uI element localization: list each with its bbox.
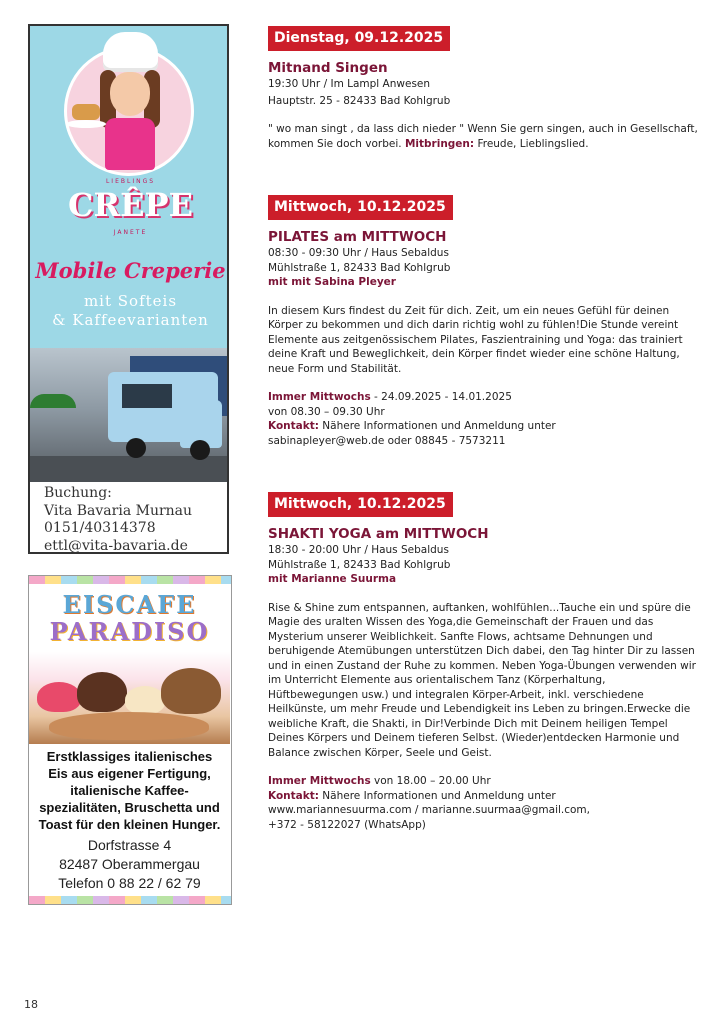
contact-text: Nähere Informationen und Anmeldung unter — [322, 789, 556, 802]
creperie-brand-ring: LIEBLINGS — [105, 178, 156, 185]
page-number: 18 — [24, 998, 38, 1011]
eiscafe-text-line: Toast für den kleinen Hunger. — [38, 817, 221, 832]
contact-label: Kontakt: — [268, 789, 319, 802]
event-shakti-yoga — [268, 492, 698, 832]
contact-phone: +372 - 58122027 (WhatsApp) — [268, 818, 426, 831]
creperie-email: ettl@vita-bavaria.de — [44, 537, 188, 554]
color-stripe-top — [29, 576, 232, 584]
creperie-contact — [30, 482, 229, 554]
schedule-label: Immer Mittwochs — [268, 391, 371, 403]
eiscafe-text-line: Eis aus eigener Fertigung, — [48, 766, 211, 781]
event-schedule — [268, 390, 698, 448]
schedule-text: - 24.09.2025 - 14.01.2025 — [370, 391, 512, 403]
contact-details: sabinapleyer@web.de oder 08845 - 7573211 — [268, 434, 506, 447]
umbrella-icon — [30, 394, 76, 408]
chef-face-icon — [110, 72, 150, 116]
event-instructor: mit mit Sabina Pleyer — [268, 276, 396, 288]
ice-cream-photo — [29, 652, 230, 744]
eiscafe-ad — [28, 575, 232, 905]
event-instructor: mit Marianne Suurma — [268, 573, 397, 585]
event-description: Rise & Shine zum entspannen, auftanken, wohlfühlen...Tauche ein und spüre die Magie des uralten Wissen des Yoga,die Gemeinschaft der Frauen und das Mysterium unserer Weiblichkeit. Sanfte Flows, achtsame Dehnungen und beruhigende Atemübungen unterstützen Dich dabei, den Tag hinter Dir zu lassen und in einen Zustand der Ruhe zu kommen. Neben Yoga-Übungen verwenden wir im Unterricht Elemente aus orientalischem Tanz (Körperhaltung, Hüftbewegungen usw.) und integralen Körper-Arbeit, inkl. verschiedene Heilkünste, um mehr Freude und Lebendigkeit ins Leben zu bringen.Erwecke die weibliche Kraft, die Shakti, in Dir!Verbinde Dich mit Deinem heiligen Tempel Deines Körpers und Deinem tieferen Selbst. (Wieder)entdecken Harmonie und Balance zwischen Körper, Seele und Geist. — [268, 601, 696, 759]
wheel-icon — [190, 440, 210, 460]
ice-scoop-icon — [37, 682, 81, 712]
pancakes-icon — [72, 104, 100, 120]
schedule-label: Immer Mittwochs — [268, 775, 371, 787]
event-meta-time: 19:30 Uhr / Im Lampl Anwesen — [268, 78, 431, 90]
creperie-title: Mobile Creperie — [35, 258, 226, 283]
ice-scoop-icon — [49, 712, 209, 740]
contact-text: Nähere Informationen und Anmeldung unter — [322, 420, 556, 432]
date-badge: Dienstag, 09.12.2025 — [268, 26, 450, 51]
color-stripe-bottom — [29, 896, 232, 904]
creperie-sub-line2: & Kaffeevarianten — [52, 311, 209, 329]
event-description: In diesem Kurs findest du Zeit für dich. Zeit, um ein neues Gefühl für deinen Körper zu bekommen und dich darin richtig wohl zu fühlen!Die Stunde vereint Elemente aus zeitgenössischem Pilates, Faszientraining und Yoga: das trainiert deine Kraft und Beweglichkeit, dein Körper findet wieder eine schöne Haltung, neue Form und Stabilität. — [268, 304, 683, 375]
truck-window-icon — [122, 384, 172, 408]
ice-scoop-icon — [161, 668, 221, 714]
chef-hat-icon — [103, 32, 158, 72]
event-meta-address: Mühlstraße 1, 82433 Bad Kohlgrub — [268, 558, 451, 571]
event-schedule — [268, 774, 698, 832]
event-meta-time: 18:30 - 20:00 Uhr / Haus Sebaldus — [268, 544, 449, 556]
event-meta-address: Mühlstraße 1, 82433 Bad Kohlgrub — [268, 261, 451, 274]
event-meta-time: 08:30 - 09:30 Uhr / Haus Sebaldus — [268, 247, 449, 259]
eiscafe-logo-line2: PARADISO — [49, 617, 210, 646]
date-badge: Mittwoch, 10.12.2025 — [268, 492, 453, 517]
eiscafe-phone: Telefon 0 88 22 / 62 79 — [58, 875, 201, 891]
creperie-brand: CRÊPE — [68, 186, 193, 224]
bring-label: Mitbringen: — [404, 137, 475, 150]
ice-scoop-icon — [125, 686, 165, 714]
wheel-icon — [126, 438, 146, 458]
schedule-time: von 08.30 – 09.30 Uhr — [268, 405, 385, 418]
creperie-company: Vita Bavaria Murnau — [44, 502, 193, 519]
eiscafe-city: 82487 Oberammergau — [59, 856, 200, 872]
plate-icon — [66, 120, 106, 128]
creperie-subtitle — [30, 292, 229, 330]
event-pilates — [268, 195, 698, 448]
contact-label: Kontakt: — [268, 420, 319, 432]
event-meta-address: Hauptstr. 25 - 82433 Bad Kohlgrub — [268, 94, 451, 107]
event-description-text: " wo man singt , da lass dich nieder " Wenn Sie gern singen, auch in Gesellschaft, kommen Sie doch vorbei. — [268, 123, 698, 150]
creperie-sub-line1: mit Softeis — [83, 292, 178, 310]
event-title: Mitnand Singen — [268, 60, 388, 76]
eiscafe-street: Dorfstrasse 4 — [87, 837, 172, 853]
eiscafe-logo-line1: EISCAFE — [62, 590, 197, 619]
date-badge: Mittwoch, 10.12.2025 — [268, 195, 453, 220]
schedule-text: von 18.00 – 20.00 Uhr — [370, 775, 491, 787]
event-description — [268, 122, 698, 151]
eiscafe-text-line: italienische Kaffee- — [70, 783, 189, 798]
eiscafe-address — [29, 836, 230, 893]
event-title: PILATES am MITTWOCH — [268, 229, 447, 245]
event-mitnand-singen — [268, 26, 698, 151]
contact-details: www.mariannesuurma.com / marianne.suurmaa@gmail.com, — [268, 804, 590, 816]
food-truck-photo — [30, 348, 229, 482]
apron-icon — [105, 118, 155, 170]
eiscafe-text-line: spezialitäten, Bruschetta und — [39, 800, 220, 815]
creperie-brand-sub: JANETE — [113, 229, 148, 236]
creperie-ad — [28, 24, 229, 554]
event-title: SHAKTI YOGA am MITTWOCH — [268, 526, 489, 542]
creperie-phone: 0151/40314378 — [44, 520, 156, 536]
eiscafe-description — [29, 748, 230, 833]
bring-text: Freude, Lieblingslied. — [477, 137, 589, 150]
ice-scoop-icon — [77, 672, 127, 712]
booking-label: Buchung: — [44, 485, 112, 501]
eiscafe-text-line: Erstklassiges italienisches — [46, 749, 213, 764]
